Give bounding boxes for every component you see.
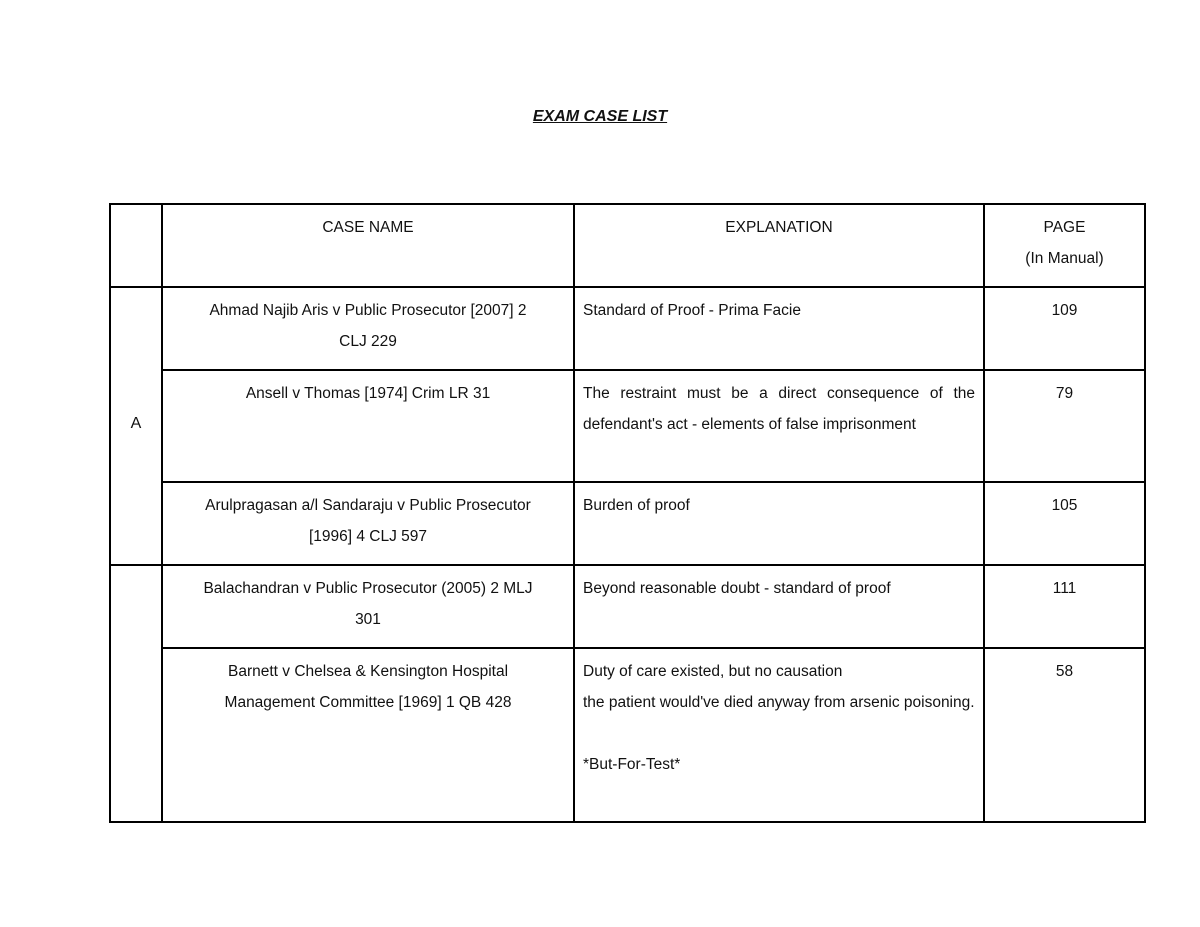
case-name-line: [1996] 4 CLJ 597: [308, 528, 428, 545]
case-name-cell: [162, 370, 574, 482]
page-cell: 105: [984, 482, 1145, 565]
table-header-row: [110, 204, 1145, 287]
table-row: [110, 482, 1145, 565]
table-row: [110, 287, 1145, 370]
case-name-cell: [162, 648, 574, 822]
case-name-line: Arulpragasan a/l Sandaraju v Public Prosecutor: [205, 497, 531, 514]
case-name-line: Barnett v Chelsea & Kensington Hospital: [227, 663, 509, 680]
case-name-cell: [162, 287, 574, 370]
page-cell: 58: [984, 648, 1145, 822]
group-letter-a: A: [110, 287, 162, 565]
case-name-cell: [162, 482, 574, 565]
explanation-cell: The restraint must be a direct consequence of the defendant's act - elements of false imprisonment: [574, 370, 984, 482]
header-letter-cell: [110, 204, 162, 287]
header-page-sublabel: (In Manual): [1025, 250, 1104, 267]
explanation-spacer: [583, 718, 975, 749]
explanation-cell: Burden of proof: [574, 482, 984, 565]
case-table: [109, 203, 1146, 823]
explanation-line: Duty of care existed, but no causation: [583, 663, 843, 680]
header-page: [984, 204, 1145, 287]
explanation-line: the patient would've died anyway from arsenic poisoning.: [583, 694, 975, 711]
header-page-label: PAGE: [1043, 219, 1086, 236]
explanation-cell: Standard of Proof - Prima Facie: [574, 287, 984, 370]
header-explanation: EXPLANATION: [574, 204, 984, 287]
case-name-line: 301: [355, 611, 381, 628]
page-cell: 109: [984, 287, 1145, 370]
case-name-line: Management Committee [1969] 1 QB 428: [224, 694, 512, 711]
page-cell: 79: [984, 370, 1145, 482]
case-name-line: Ansell v Thomas [1974] Crim LR 31: [245, 385, 491, 402]
header-case-name: CASE NAME: [162, 204, 574, 287]
case-name-cell: [162, 565, 574, 648]
case-name-line: Balachandran v Public Prosecutor (2005) 2 MLJ: [203, 580, 533, 597]
explanation-cell: Beyond reasonable doubt - standard of proof: [574, 565, 984, 648]
case-name-line: Ahmad Najib Aris v Public Prosecutor [2007] 2: [209, 302, 527, 319]
page-cell: 111: [984, 565, 1145, 648]
explanation-cell: [574, 648, 984, 822]
document-title: EXAM CASE LIST: [532, 108, 668, 125]
case-name-line: CLJ 229: [339, 333, 397, 350]
table-row: [110, 648, 1145, 822]
explanation-line: *But-For-Test*: [583, 756, 681, 773]
group-letter-b: [110, 565, 162, 822]
table-row: [110, 565, 1145, 648]
table-row: [110, 370, 1145, 482]
